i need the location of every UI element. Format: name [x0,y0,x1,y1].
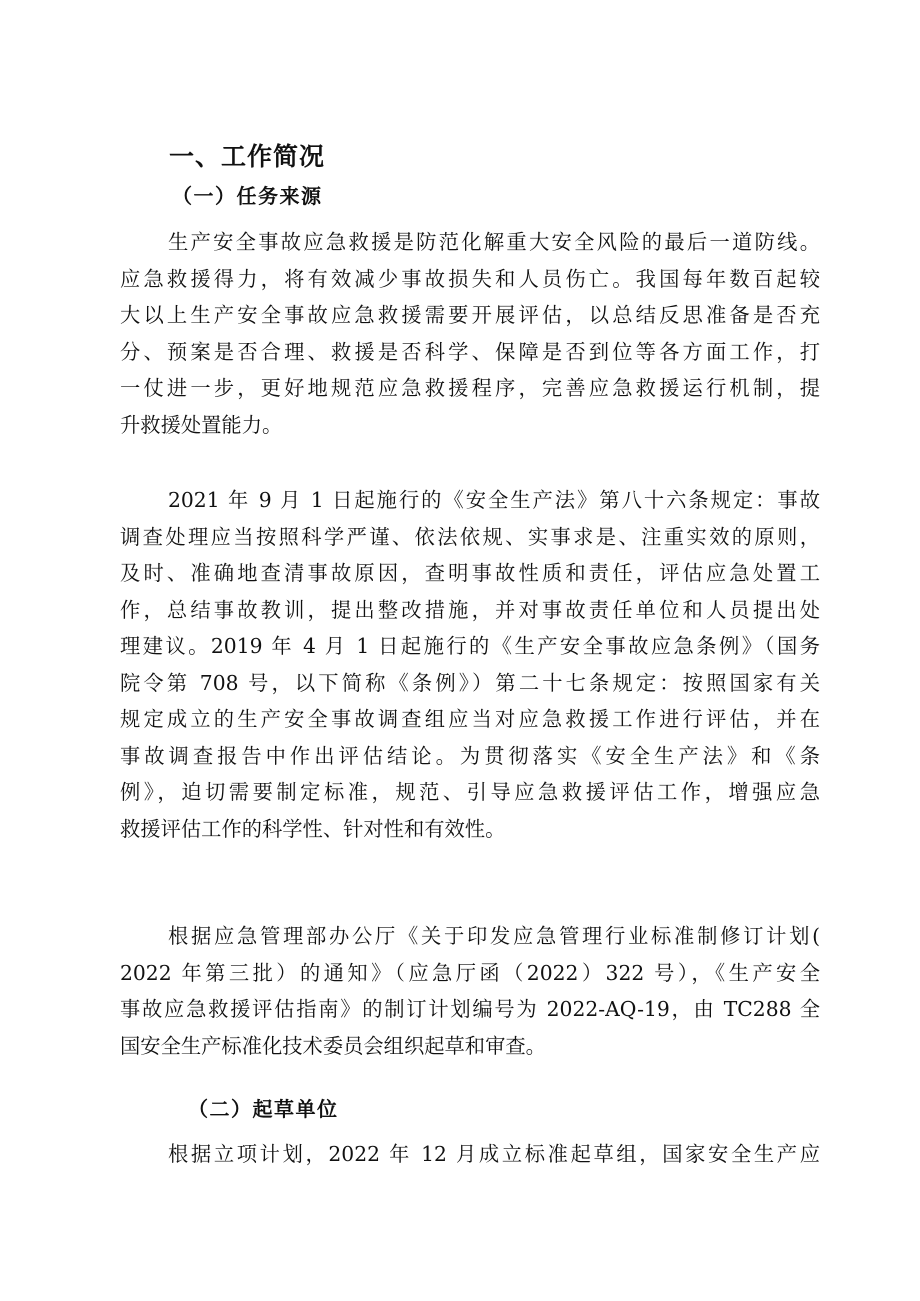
text-line: 生产安全事故应急救援是防范化解重大安全风险的最后一道防线。 [168,230,820,254]
text-line: 作，总结事故教训，提出整改措施，并对事故责任单位和人员提出处 [120,597,820,622]
text-line: 根据应急管理部办公厅《关于印发应急管理行业标准制修订计划( [168,924,820,948]
text-line: 分、预案是否合理、救援是否科学、保障是否到位等各方面工作，打 [120,339,820,364]
subsection-title-drafting-unit: （二）起草单位 [188,1097,339,1121]
text-line: 国安全生产标准化技术委员会组织起草和审查。 [120,1033,546,1058]
paragraph-plan-notice [120,918,820,1064]
text-line: 根据立项计划，2022 年 12 月成立标准起草组，国家安全生产应 [168,1142,820,1166]
text-line: 应急救援得力，将有效减少事故损失和人员伤亡。我国每年数百起较 [120,266,820,291]
text-line: 例》，迫切需要制定标准，规范、引导应急救援评估工作，增强应急 [120,780,820,804]
text-line: 升救援处置能力。 [120,412,283,437]
text-line: 2021 年 9 月 1 日起施行的《安全生产法》第八十六条规定：事故 [168,488,820,512]
text-line: 事故调查报告中作出评估结论。为贯彻落实《安全生产法》和《条 [120,743,820,768]
text-line: 调查处理应当按照科学严谨、依法依规、实事求是、注重实效的原则， [120,524,820,549]
text-line: 院令第 708 号，以下简称《条例》）第二十七条规定：按照国家有关 [120,670,820,695]
text-line: 及时、准确地查清事故原因，查明事故性质和责任，评估应急处置工 [120,561,820,585]
text-line: 一仗进一步，更好地规范应急救援程序，完善应急救援运行机制，提 [120,376,820,400]
subsection-title-task-source: （一）任务来源 [172,184,323,208]
paragraph-drafting-unit [120,1136,820,1173]
text-line: 理建议。2019 年 4 月 1 日起施行的《生产安全事故应急条例》（国务 [120,634,820,658]
paragraph-legal-basis [120,482,820,847]
text-line: 事故应急救援评估指南》的制订计划编号为 2022-AQ-19，由 TC288 全 [120,997,820,1021]
text-line: 2022 年第三批）的通知》（应急厅函（2022）322 号），《生产安全 [120,960,820,985]
text-line: 大以上生产安全事故应急救援需要开展评估，以总结反思准备是否充 [120,303,820,327]
paragraph-task-source-intro [120,224,820,443]
text-line: 规定成立的生产安全事故调查组应当对应急救援工作进行评估，并在 [120,707,820,731]
text-line: 救援评估工作的科学性、针对性和有效性。 [120,816,506,841]
section-heading: 一、工作简况 [169,142,326,171]
